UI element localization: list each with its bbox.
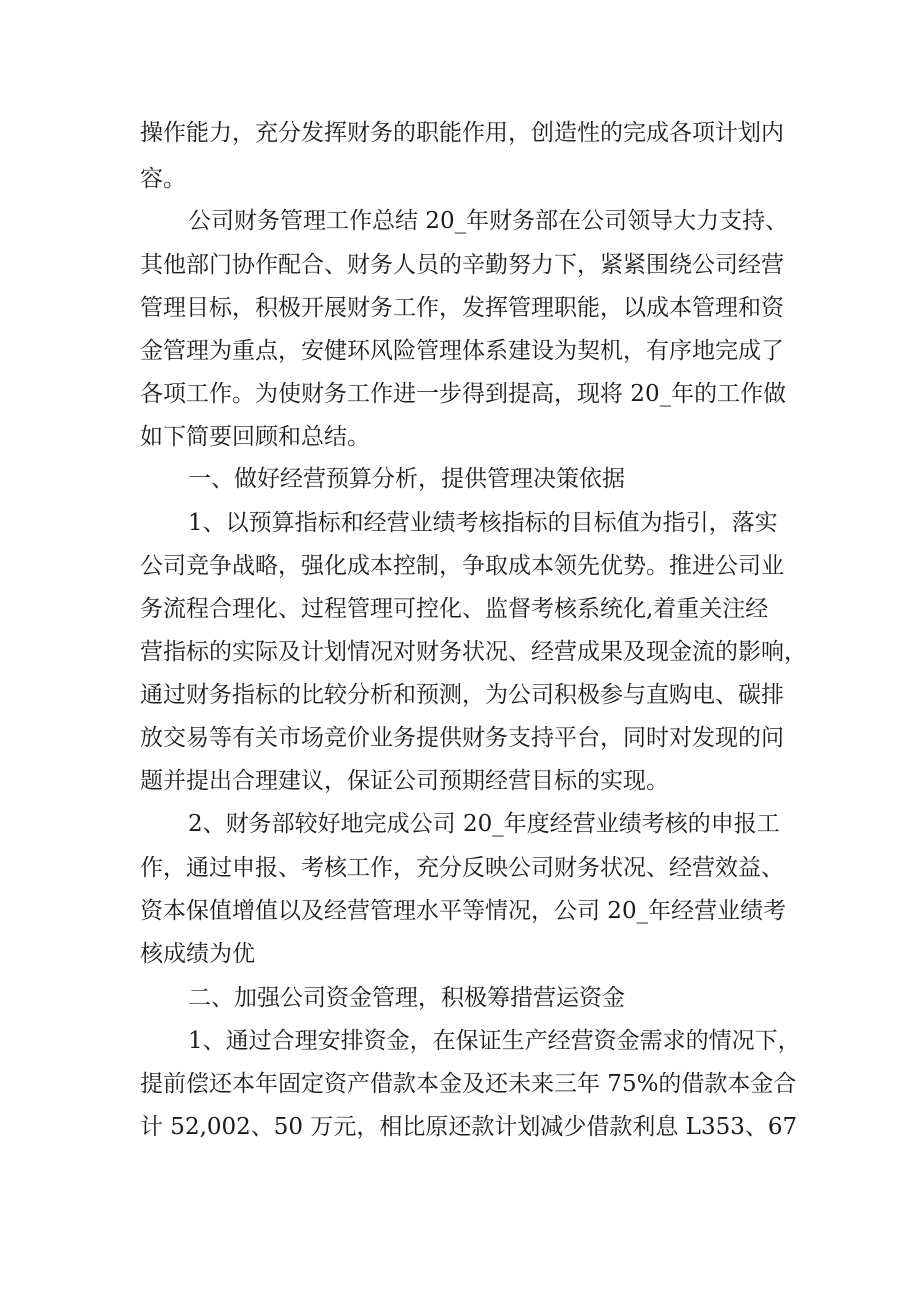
text-line: 放交易等有关市场竞价业务提供财务支持平台，同时对发现的问 (140, 725, 784, 751)
section-heading-2: 二、加强公司资金管理，积极筹措营运资金 (188, 985, 625, 1011)
text-line: 各项工作。为使财务工作进一步得到提高，现将 20_年的工作做 (140, 381, 787, 407)
text-line: 其他部门协作配合、财务人员的辛勤努力下，紧紧围绕公司经营 (140, 252, 784, 278)
text-line: 公司竞争战略，强化成本控制，争取成本领先优势。推进公司业 (140, 553, 784, 579)
text-line: 容。 (140, 166, 186, 192)
text-line: 作，通过申报、考核工作，充分反映公司财务状况、经营效益、 (140, 855, 784, 881)
text-line: 计 52,002、50 万元，相比原还款计划减少借款利息 L353、67 (140, 1114, 798, 1140)
text-line: 资本保值增值以及经营管理水平等情况，公司 20_年经营业绩考 (140, 898, 787, 924)
text-line: 如下简要回顾和总结。 (140, 424, 370, 450)
text-line: 核成绩为优 (140, 941, 255, 967)
paragraph-first-line: 1、通过合理安排资金，在保证生产经营资金需求的情况下， (188, 1028, 801, 1054)
paragraph-first-line: 公司财务管理工作总结 20_年财务部在公司领导大力支持、 (188, 208, 789, 234)
text-line: 营指标的实际及计划情况对财务状况、经营成果及现金流的影响， (140, 639, 807, 665)
text-line: 金管理为重点，安健环风险管理体系建设为契机，有序地完成了 (140, 338, 784, 364)
text-line: 务流程合理化、过程管理可控化、监督考核系统化,着重关注经 (140, 596, 769, 622)
text-line: 提前偿还本年固定资产借款本金及还未来三年 75%的借款本金合 (140, 1071, 797, 1097)
section-heading-1: 一、做好经营预算分析，提供管理决策依据 (188, 466, 625, 492)
paragraph-first-line: 1、以预算指标和经营业绩考核指标的目标值为指引，落实 (188, 510, 778, 536)
text-line: 题并提出合理建议，保证公司预期经营目标的实现。 (140, 768, 669, 794)
text-line: 操作能力，充分发挥财务的职能作用，创造性的完成各项计划内 (140, 120, 784, 146)
text-line: 通过财务指标的比较分析和预测，为公司积极参与直购电、碳排 (140, 682, 784, 708)
paragraph-first-line: 2、财务部较好地完成公司 20_年度经营业绩考核的申报工 (188, 811, 780, 837)
text-line: 管理目标，积极开展财务工作，发挥管理职能，以成本管理和资 (140, 295, 784, 321)
